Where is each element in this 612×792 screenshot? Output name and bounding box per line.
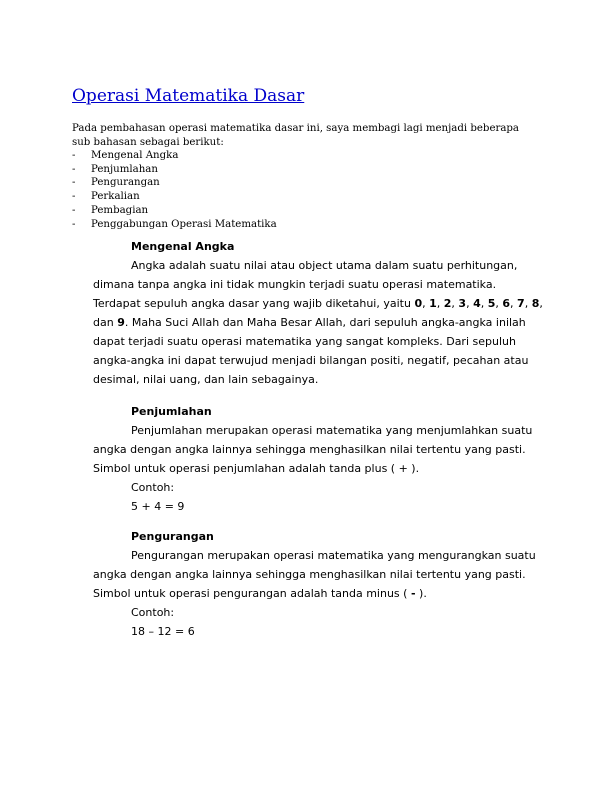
section-paragraph: Angka adalah suatu nilai atau object utama dalam suatu perhitungan, dimana tanpa angka ini tidak mungkin terjadi suatu operasi matematika. Terdapat sepuluh angka dasar yang wajib diketahui, yaitu 0, 1, 2, 3, 4, 5, 6, 7, 8, dan 9. Maha Suci Allah dan Maha Besar Allah, dari sepuluh angka-angka inilah dapat terjadi suatu operasi matematika yang sangat kompleks. Dari sepuluh angka-angka ini dapat terwujud menjadi bilangan positi, negatif, pecahan atau desimal, nilai uang, dan lain sebagainya. bbox=[93, 259, 543, 386]
digit: 1 bbox=[429, 297, 437, 310]
digit: 3 bbox=[458, 297, 467, 310]
bullet-dash: - bbox=[72, 163, 76, 175]
list-item-text: Penggabungan Operasi Matematika bbox=[91, 218, 277, 230]
section-heading: Mengenal Angka bbox=[131, 240, 235, 253]
list-item-text: Pengurangan bbox=[91, 177, 160, 189]
minus-symbol: - bbox=[410, 587, 416, 600]
example-label: Contoh: bbox=[131, 481, 175, 494]
example-equation: 18 – 12 = 6 bbox=[131, 625, 195, 638]
digit: 9 bbox=[117, 316, 125, 329]
subtopic-list bbox=[72, 149, 277, 231]
page-title[interactable]: Operasi Matematika Dasar bbox=[72, 86, 305, 106]
bullet-dash: - bbox=[72, 150, 76, 161]
digit: 6 bbox=[502, 297, 511, 310]
bullet-dash: - bbox=[72, 177, 76, 189]
list-item-text: Penjumlahan bbox=[91, 163, 158, 175]
list-item bbox=[72, 163, 277, 177]
digit: 2 bbox=[443, 297, 452, 310]
section-penjumlahan bbox=[93, 402, 543, 516]
paragraph-text: . Maha Suci Allah dan Maha Besar Allah, dari sepuluh angka-angka inilah dapat terjadi suatu operasi matematika yang sangat kompleks. Dari sepuluh angka-angka ini dapat terwujud menjadi bilangan positi, negatif, pecahan atau desimal, nilai uang, dan lain sebagainya. bbox=[93, 316, 529, 386]
bullet-dash: - bbox=[72, 191, 76, 203]
paragraph-text: Angka adalah suatu nilai atau object utama dalam suatu perhitungan, dimana tanpa angka ini tidak mungkin terjadi suatu operasi matematika. Terdapat sepuluh angka dasar yang wajib diketahui, yaitu bbox=[93, 259, 518, 310]
bullet-dash: - bbox=[72, 204, 76, 216]
list-item-text: Mengenal Angka bbox=[91, 150, 179, 161]
list-item bbox=[72, 204, 277, 218]
digit: 5 bbox=[487, 297, 496, 310]
list-item bbox=[72, 149, 277, 163]
digit: 4 bbox=[473, 297, 481, 310]
digit: 8 bbox=[531, 297, 540, 310]
example-equation: 5 + 4 = 9 bbox=[131, 500, 185, 513]
list-item bbox=[72, 190, 277, 204]
bullet-dash: - bbox=[72, 218, 76, 230]
list-item-text: Pembagian bbox=[91, 204, 149, 216]
section-pengurangan bbox=[93, 527, 543, 641]
section-heading: Penjumlahan bbox=[131, 405, 212, 418]
list-item-text: Perkalian bbox=[91, 191, 140, 203]
intro-paragraph: Pada pembahasan operasi matematika dasar ini, saya membagi lagi menjadi beberapa sub bahasan sebagai berikut: bbox=[72, 123, 520, 148]
example-label: Contoh: bbox=[131, 606, 175, 619]
section-paragraph: Pengurangan merupakan operasi matematika yang mengurangkan suatu angka dengan angka lainnya sehingga menghasilkan nilai tertentu yang pasti. Simbol untuk operasi pengurangan adalah tanda minus ( - ). bbox=[93, 549, 536, 600]
list-item bbox=[72, 176, 277, 190]
digit: 0 bbox=[414, 297, 423, 310]
section-mengenal-angka bbox=[93, 237, 543, 389]
digit: 7 bbox=[517, 297, 525, 310]
list-item bbox=[72, 218, 277, 232]
section-paragraph: Penjumlahan merupakan operasi matematika yang menjumlahkan suatu angka dengan angka lainnya sehingga menghasilkan nilai tertentu yang pasti. Simbol untuk operasi penjumlahan adalah tanda plus ( + ). bbox=[93, 424, 533, 475]
section-heading: Pengurangan bbox=[131, 530, 214, 543]
